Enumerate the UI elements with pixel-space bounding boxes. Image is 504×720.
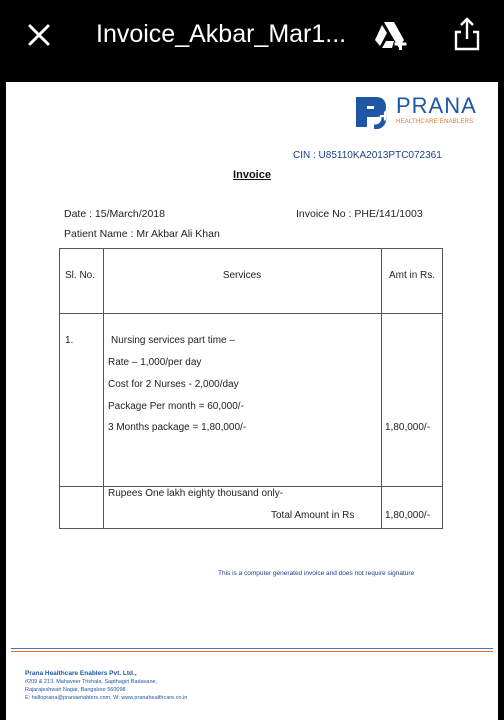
share-icon[interactable] — [452, 16, 482, 52]
cin-number: CIN : U85110KA2013PTC072361 — [293, 150, 442, 161]
service-line: Cost for 2 Nurses - 2,000/day — [108, 379, 239, 390]
company-address-line: #209 & 213, Mahaveer Trishala, Sapthagiri Badavane, — [25, 679, 158, 685]
header-sl-no: Sl. No. — [65, 270, 96, 281]
service-line: Package Per month = 60,000/- — [108, 401, 244, 412]
company-name: Prana Healthcare Enablers Pvt. Ltd., — [25, 670, 137, 677]
prana-logo — [354, 95, 486, 131]
invoice-document — [6, 82, 498, 720]
patient-name: Patient Name : Mr Akbar Ali Khan — [64, 228, 220, 240]
generated-note: This is a computer generated invoice and does not require signature — [218, 570, 415, 577]
total-label: Total Amount in Rs — [271, 510, 355, 521]
file-title: Invoice_Akbar_Mar1... — [96, 20, 347, 48]
add-to-drive-icon[interactable] — [372, 18, 408, 52]
footer-divider-orange — [11, 651, 493, 652]
row-sl-no: 1. — [65, 335, 74, 346]
viewer-toolbar — [0, 0, 504, 72]
footer-divider-blue — [11, 648, 493, 649]
row-amount: 1,80,000/- — [385, 422, 431, 433]
service-line: 3 Months package = 1,80,000/- — [108, 422, 247, 433]
header-amount: Amt in Rs. — [388, 270, 436, 281]
prana-logo-mark-icon — [354, 95, 392, 129]
company-address-line: Rajarajeshwari Nagar, Bangalore 560098 — [25, 687, 126, 693]
service-line: Rate – 1,000/per day — [108, 357, 202, 368]
company-contact: E: helloprana@pranaenablers.com, W: www.pranahealthcare.co.in — [25, 695, 188, 701]
service-line: Nursing services part time – — [111, 335, 235, 346]
invoice-date: Date : 15/March/2018 — [64, 208, 165, 220]
close-icon[interactable] — [22, 18, 56, 52]
header-services: Services — [222, 270, 262, 281]
invoice-heading: Invoice — [233, 169, 271, 181]
brand-tagline: HEALTHCARE ENABLERS — [396, 119, 474, 125]
brand-name: PRANA — [396, 93, 477, 118]
services-table — [59, 248, 443, 529]
total-amount: 1,80,000/- — [385, 510, 431, 521]
invoice-number: Invoice No : PHE/141/1003 — [296, 208, 423, 220]
amount-in-words: Rupees One lakh eighty thousand only- — [108, 488, 284, 499]
